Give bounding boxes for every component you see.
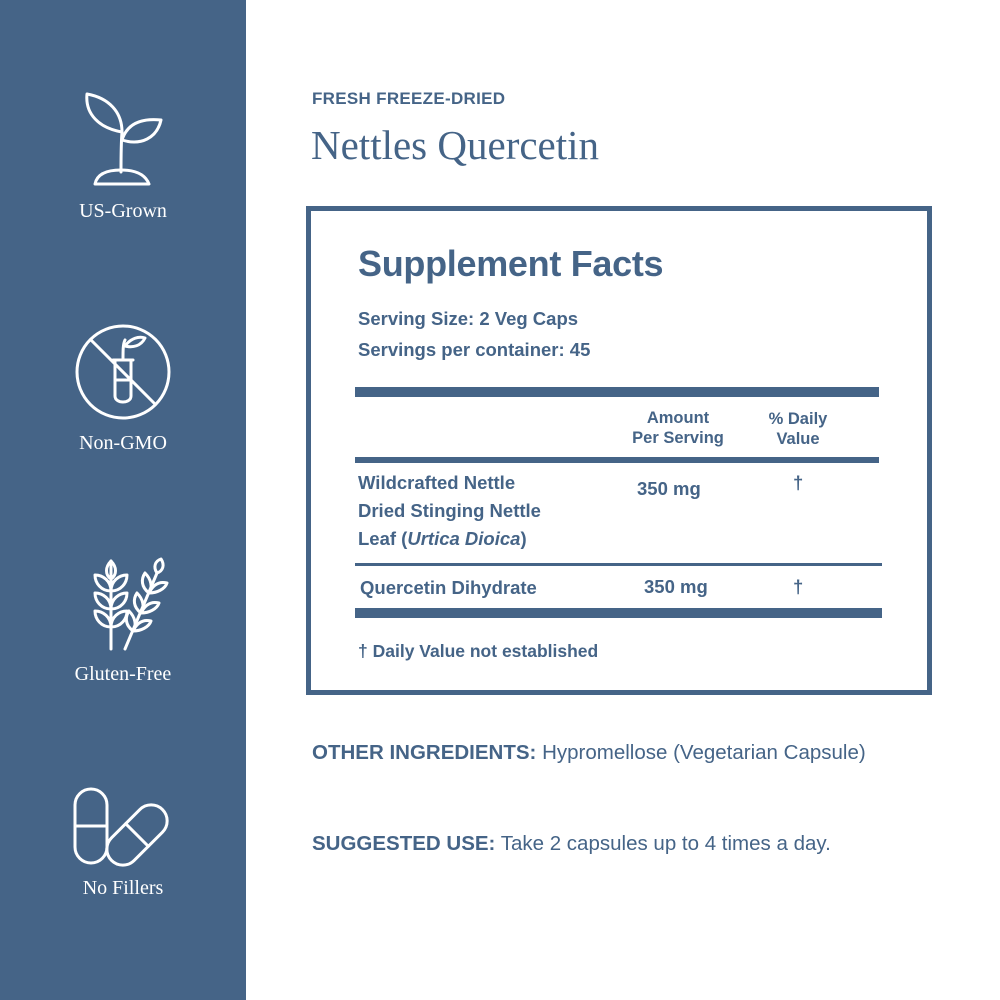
suggested-use-label: SUGGESTED USE: [312,832,496,855]
column-header-line: Per Serving [632,429,724,447]
sidebar [0,0,246,1000]
badge-label: Gluten-Free [74,663,172,685]
badge-us-grown [0,90,246,223]
column-header-line: Amount [646,409,710,427]
ingredient-amount: 350 mg [644,576,708,597]
product-eyebrow: FRESH FREEZE-DRIED [312,89,506,108]
ingredient-name: Quercetin Dihydrate [360,577,537,598]
facts-title: Supplement Facts [358,243,664,284]
badge-non-gmo [0,322,246,455]
ingredient-daily-value: † [793,472,804,493]
capsules-icon [73,787,173,867]
badge-label: No Fillers [82,877,164,899]
header-divider [355,457,879,463]
badge-label: Non-GMO [79,432,167,454]
ingredient-name-part: ) [520,528,527,549]
ingredient-daily-value: † [793,576,804,597]
suggested-use [312,828,912,860]
suggested-use-text: Take 2 capsules up to 4 times a day. [495,832,831,855]
ingredient-name-line: Dried Stinging Nettle [358,500,541,521]
ingredient-name [358,469,598,553]
ingredient-name-line: Wildcrafted Nettle [358,472,516,493]
column-header-line: Value [776,430,820,448]
row-divider [355,563,882,566]
thick-divider [355,387,879,397]
servings-per-container: Servings per container: 45 [358,339,591,360]
ingredient-amount: 350 mg [637,478,701,499]
serving-size: Serving Size: 2 Veg Caps [358,308,579,329]
ingredient-name-line [358,525,598,553]
other-ingredients [312,737,912,769]
non-gmo-icon [73,322,173,422]
product-title: Nettles Quercetin [311,122,600,168]
badge-label: US-Grown [79,200,167,222]
thick-divider [355,608,882,618]
badge-no-fillers [0,787,246,900]
other-ingredients-text: Hypromellose (Vegetarian Capsule) [536,741,866,764]
other-ingredients-label: OTHER INGREDIENTS: [312,741,537,764]
badge-gluten-free [0,553,246,686]
column-header-daily-value [748,409,848,449]
botanical-name: Urtica Dioica [407,528,521,549]
column-header-amount [606,408,750,448]
ingredient-name-part: Leaf ( [358,528,408,549]
wheat-icon [73,553,173,653]
sprout-icon [73,90,173,190]
column-header-line: % Daily [768,410,828,428]
daily-value-footnote: † Daily Value not established [358,641,599,661]
